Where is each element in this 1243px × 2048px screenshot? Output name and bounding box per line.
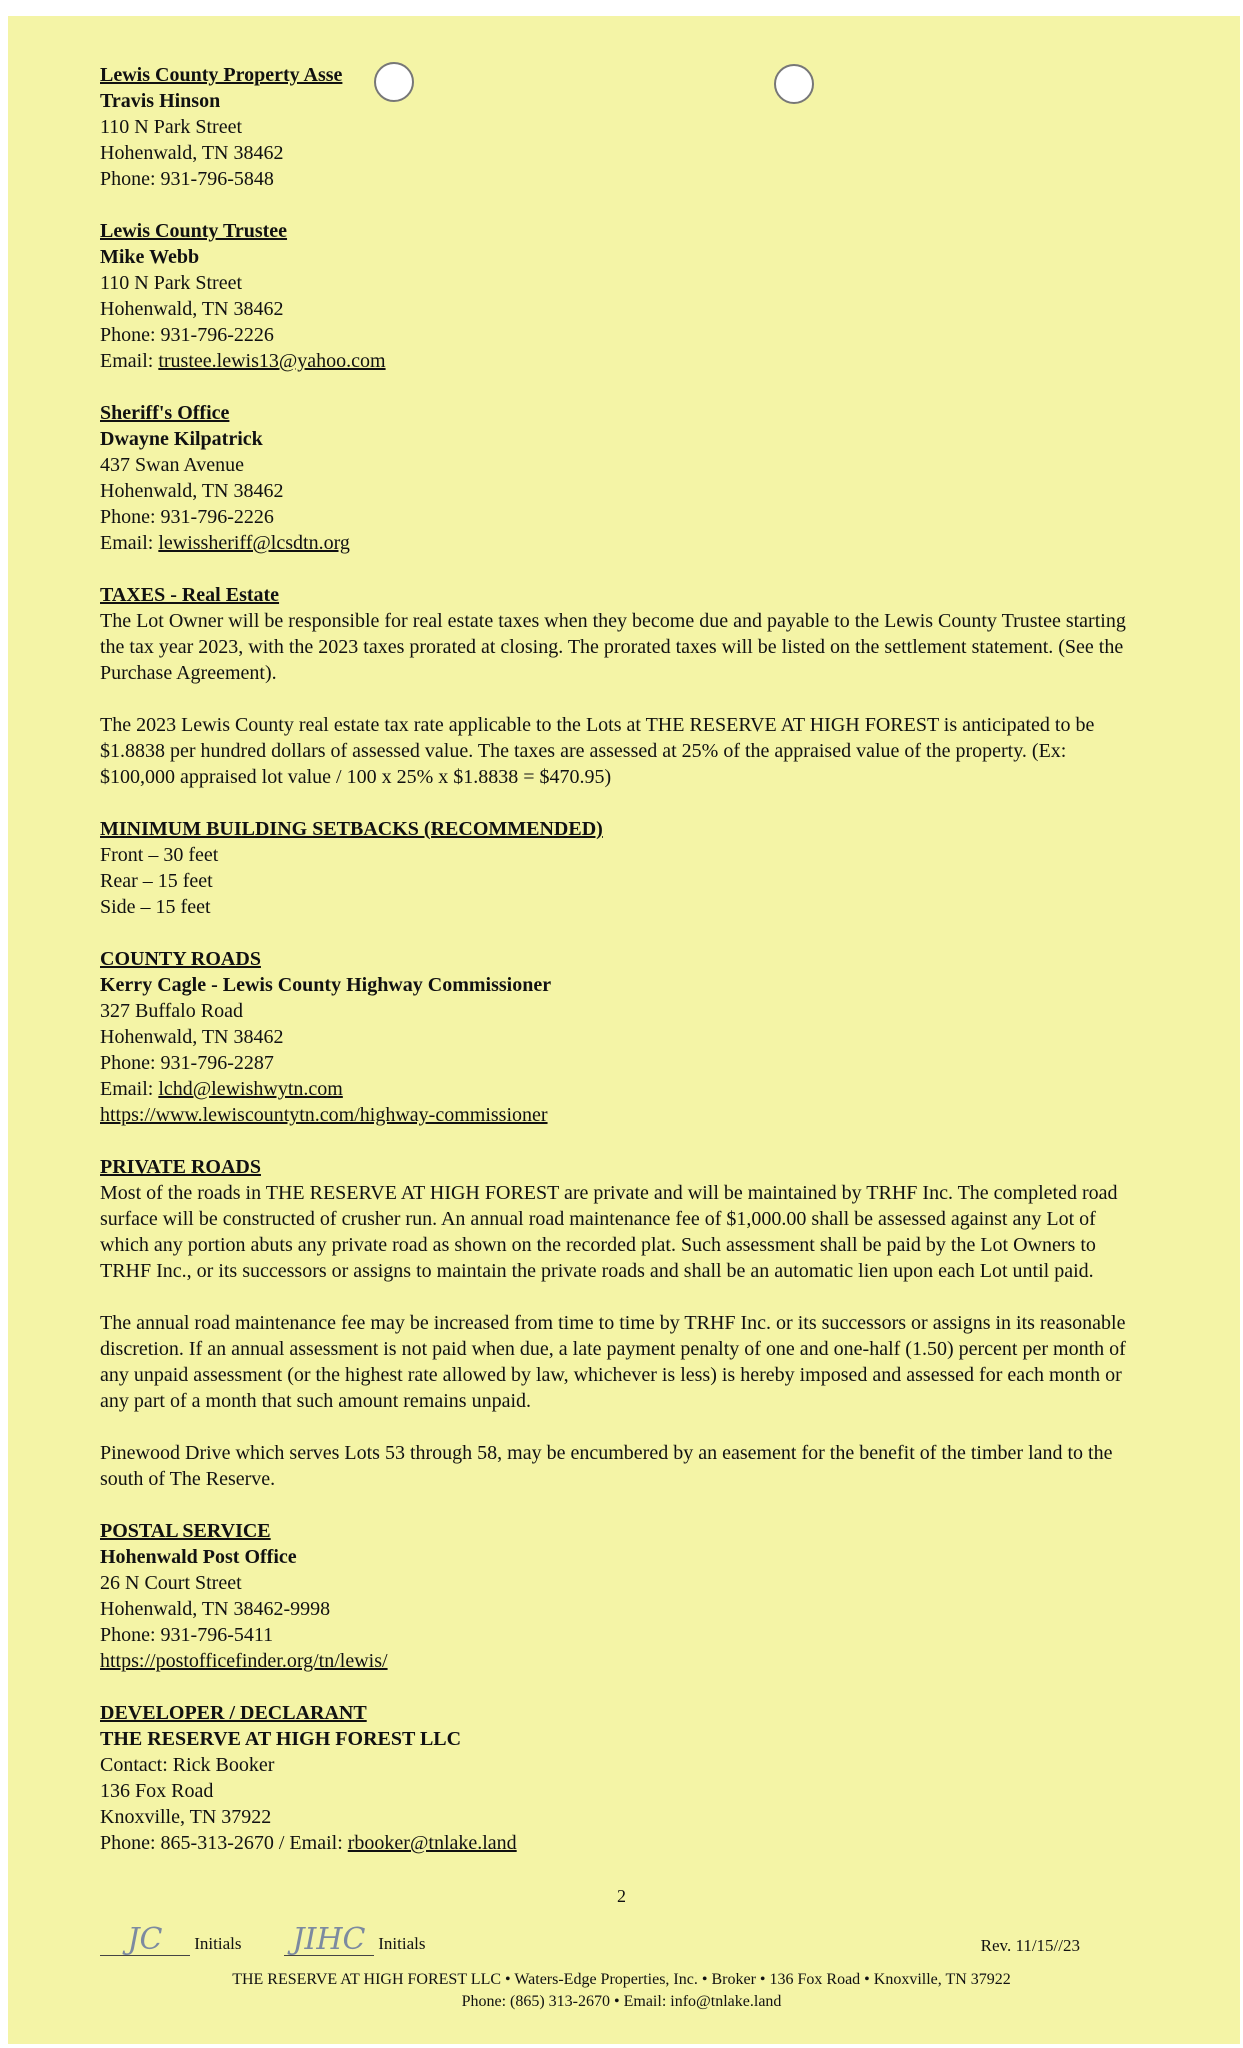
setback-front: Front – 30 feet (100, 844, 219, 866)
county-roads-section (100, 946, 1140, 1128)
private-roads-paragraph-2: The annual road maintenance fee may be increased from time to time by TRHF Inc. or its successors or assigns in its reasonable discretion. If an annual assessment is not paid when due, a late payment penalty of one and one-half (1.50) percent per month of any unpaid assessment (or the highest rate allowed by law, whichever is less) is hereby imposed and assessed for each month or any part of a month that such amount remains unpaid. (100, 1312, 1126, 1412)
initials-label-1: Initials (194, 1934, 242, 1953)
footer-line-1: THE RESERVE AT HIGH FOREST LLC • Waters-Edge Properties, Inc. • Broker • 136 Fox Road • Knoxville, TN 37922 (232, 1971, 1011, 1988)
developer-address2: Knoxville, TN 37922 (100, 1806, 272, 1828)
private-roads-heading: PRIVATE ROADS (100, 1156, 261, 1178)
developer-email-link[interactable]: rbooker@tnlake.land (347, 1832, 517, 1854)
private-roads-paragraph-1: Most of the roads in THE RESERVE AT HIGH FOREST are private and will be maintained by TRHF Inc. The completed road surface will be constructed of crusher run. An annual road maintenance fee of $1,000.00 shall be assessed against any Lot of which any portion abuts any private road as shown on the recorded plat. Such assessment shall be paid by the Lot Owners to TRHF Inc., or its successors or assigns to maintain the private roads and shall be an automatic lien upon each Lot until paid. (100, 1182, 1118, 1282)
developer-phone-email-line (100, 1830, 1140, 1856)
sheriff-email-line (100, 530, 1140, 556)
county-roads-name: Kerry Cagle - Lewis County Highway Commissioner (100, 974, 552, 996)
postal-heading: POSTAL SERVICE (100, 1520, 271, 1542)
developer-section (100, 1700, 1140, 1856)
initials-signature-1: JC (100, 1925, 190, 1956)
county-roads-heading: COUNTY ROADS (100, 948, 261, 970)
county-roads-address1: 327 Buffalo Road (100, 1000, 243, 1022)
county-roads-email-line (100, 1076, 1140, 1102)
postal-url-link[interactable]: https://postofficefinder.org/tn/lewis/ (100, 1650, 388, 1672)
setbacks-heading: MINIMUM BUILDING SETBACKS (RECOMMENDED) (100, 818, 603, 840)
document-body (100, 62, 1140, 1856)
assessor-section (100, 62, 1140, 192)
assessor-heading: Lewis County Property Asse (100, 64, 343, 86)
initials-signature-2: JIHC (284, 1925, 374, 1956)
county-roads-address2: Hohenwald, TN 38462 (100, 1026, 284, 1048)
page-footer (0, 1969, 1243, 2013)
postal-name: Hohenwald Post Office (100, 1546, 297, 1568)
sheriff-address2: Hohenwald, TN 38462 (100, 480, 284, 502)
initials-group-1 (100, 1922, 242, 1957)
setback-side: Side – 15 feet (100, 896, 211, 918)
page-number: 2 (617, 1886, 626, 1906)
trustee-address2: Hohenwald, TN 38462 (100, 298, 284, 320)
developer-name: THE RESERVE AT HIGH FOREST LLC (100, 1728, 462, 1750)
assessor-address2: Hohenwald, TN 38462 (100, 142, 284, 164)
trustee-email-line (100, 348, 1140, 374)
trustee-address1: 110 N Park Street (100, 272, 243, 294)
county-roads-url-link[interactable]: https://www.lewiscountytn.com/highway-commissioner (100, 1104, 548, 1126)
postal-address2: Hohenwald, TN 38462-9998 (100, 1598, 331, 1620)
initials-group-2 (284, 1922, 426, 1957)
trustee-email-link[interactable]: trustee.lewis13@yahoo.com (158, 350, 386, 372)
taxes-heading: TAXES - Real Estate (100, 584, 280, 606)
assessor-phone: Phone: 931-796-5848 (100, 168, 274, 190)
sheriff-email-link[interactable]: lewissheriff@lcsdtn.org (158, 532, 350, 554)
postal-phone: Phone: 931-796-5411 (100, 1624, 274, 1646)
revision-date: Rev. 11/15//23 (980, 1936, 1080, 1955)
setback-rear: Rear – 15 feet (100, 870, 213, 892)
setbacks-section (100, 816, 1140, 920)
taxes-paragraph-1: The Lot Owner will be responsible for real estate taxes when they become due and payable to the Lewis County Trustee starting the tax year 2023, with the 2023 taxes prorated at closing. The prorated taxes will be listed on the settlement statement. (See the Purchase Agreement). (100, 610, 1126, 684)
trustee-heading: Lewis County Trustee (100, 220, 288, 242)
taxes-paragraph-2: The 2023 Lewis County real estate tax rate applicable to the Lots at THE RESERVE AT HIGH FOREST is anticipated to be $1.8838 per hundred dollars of assessed value. The taxes are assessed at 25% of the appraised value of the property. (Ex: $100,000 appraised lot value / 100 x 25% x $1.8838 = $470.95) (100, 714, 1095, 788)
footer-line-2: Phone: (865) 313-2670 • Email: info@tnlake.land (461, 1993, 782, 2010)
taxes-section (100, 582, 1140, 790)
trustee-phone: Phone: 931-796-2226 (100, 324, 274, 346)
sheriff-heading: Sheriff's Office (100, 402, 230, 424)
developer-heading: DEVELOPER / DECLARANT (100, 1702, 367, 1724)
assessor-address1: 110 N Park Street (100, 116, 243, 138)
private-roads-paragraph-3: Pinewood Drive which serves Lots 53 through 58, may be encumbered by an easement for the benefit of the timber land to the south of The Reserve. (100, 1442, 1113, 1490)
trustee-name: Mike Webb (100, 246, 200, 268)
private-roads-section (100, 1154, 1140, 1492)
developer-address1: 136 Fox Road (100, 1780, 214, 1802)
developer-phone-label: Phone: 865-313-2670 / Email: (100, 1832, 348, 1854)
initials-row (100, 1916, 1140, 1956)
initials-label-2: Initials (378, 1934, 426, 1953)
postal-address1: 26 N Court Street (100, 1572, 242, 1594)
trustee-email-label: Email: (100, 350, 159, 372)
county-roads-phone: Phone: 931-796-2287 (100, 1052, 274, 1074)
assessor-name: Travis Hinson (100, 90, 221, 112)
sheriff-phone: Phone: 931-796-2226 (100, 506, 274, 528)
developer-contact: Contact: Rick Booker (100, 1754, 275, 1776)
sheriff-section (100, 400, 1140, 556)
sheriff-address1: 437 Swan Avenue (100, 454, 245, 476)
sheriff-email-label: Email: (100, 532, 159, 554)
sheriff-name: Dwayne Kilpatrick (100, 428, 263, 450)
postal-section (100, 1518, 1140, 1674)
county-roads-email-link[interactable]: lchd@lewishwytn.com (158, 1078, 343, 1100)
county-roads-email-label: Email: (100, 1078, 159, 1100)
trustee-section (100, 218, 1140, 374)
